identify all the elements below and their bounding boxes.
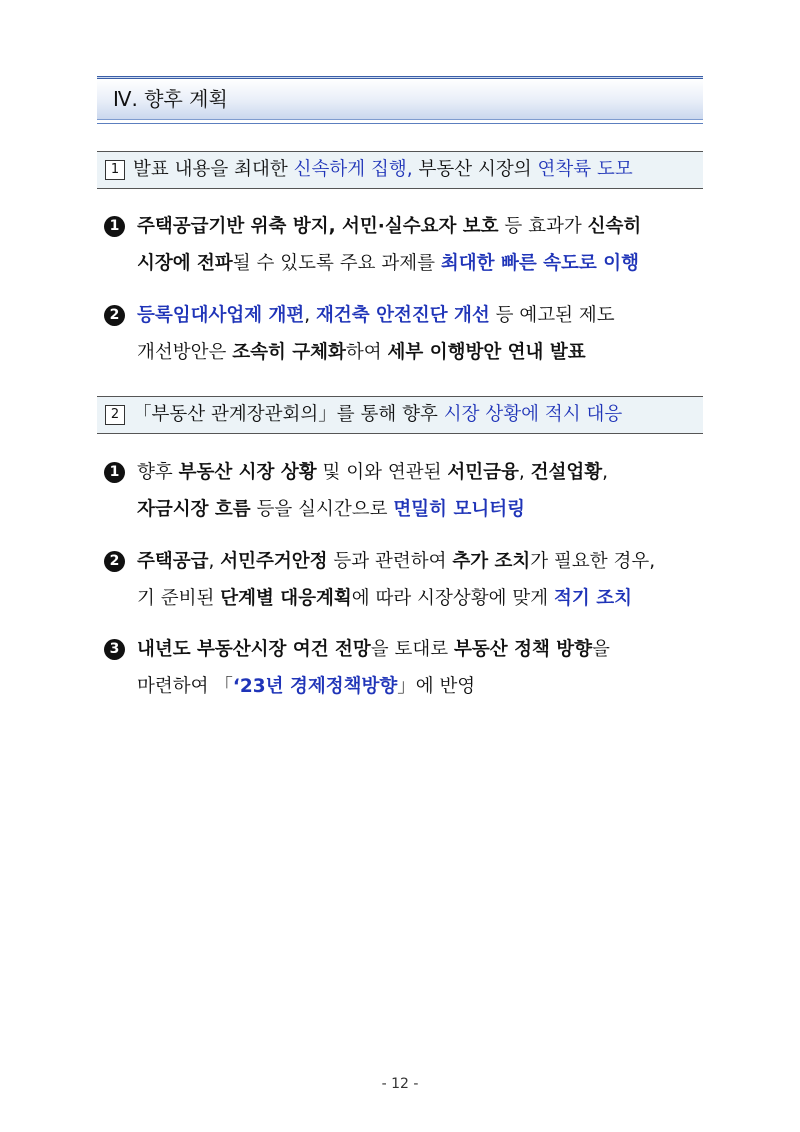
item-text: 하여 xyxy=(345,342,388,363)
item-text: 가 필요한 경우, xyxy=(530,551,656,572)
item-text: 등과 관련하여 xyxy=(327,551,453,572)
item-bold-text: 서민주거안정 xyxy=(220,551,328,572)
item-bold-text: 시장에 전파 xyxy=(137,253,233,274)
item-text: 」에 반영 xyxy=(397,676,476,697)
item-bold-text: 자금시장 흐름 xyxy=(137,499,251,520)
item-bold-text: 신속히 xyxy=(587,216,642,237)
box1-highlight-a: 신속하게 집행, xyxy=(293,159,413,180)
item-bold-text: 건설업황 xyxy=(530,462,603,483)
item-highlight-text: 등록임대사업제 개편 xyxy=(137,305,305,326)
item-text: 마련하여 「 xyxy=(137,676,233,697)
item-text: , xyxy=(518,462,531,483)
item-bold-text: 조속히 구체화 xyxy=(232,342,346,363)
item-bold-text: 추가 조치 xyxy=(452,551,531,572)
list-item xyxy=(104,297,706,371)
box1-text-b: 부동산 시장의 xyxy=(412,159,538,180)
title-underline xyxy=(97,123,703,124)
section-title: Ⅳ. 향후 계획 xyxy=(113,87,228,111)
item-bold-text: 내년도 부동산시장 여건 전망 xyxy=(137,639,371,660)
item-text: 을 토대로 xyxy=(370,639,455,660)
box2-text-a: 「부동산 관계장관회의」를 통해 향후 xyxy=(133,404,444,425)
page-number: - 12 - xyxy=(381,1076,419,1092)
item-text: 에 따라 시장상황에 맞게 xyxy=(351,588,555,609)
item-text: , xyxy=(304,305,317,326)
item-highlight-text: 적기 조치 xyxy=(554,588,632,609)
item-text: 을 xyxy=(592,639,610,660)
list-item xyxy=(104,543,706,617)
bullet-icon: 1 xyxy=(104,216,125,237)
subsection-box-1 xyxy=(97,151,703,189)
bullet-icon: 1 xyxy=(104,462,125,483)
item-highlight-text: 최대한 빠른 속도로 이행 xyxy=(440,253,639,274)
item-text: 등 효과가 xyxy=(498,216,588,237)
item-bold-text: 부동산 정책 방향 xyxy=(454,639,593,660)
item-text: , xyxy=(602,462,608,483)
item-bold-text: 주택공급 xyxy=(137,551,209,572)
item-highlight-text: 면밀히 모니터링 xyxy=(393,499,525,520)
list-item xyxy=(104,208,706,282)
item-bold-text: 단계별 대응계획 xyxy=(220,588,352,609)
box1-text-a: 발표 내용을 최대한 xyxy=(133,159,294,180)
item-text: 될 수 있도록 주요 과제를 xyxy=(232,253,441,274)
item-text: 등을 실시간으로 xyxy=(250,499,394,520)
bullet-icon: 2 xyxy=(104,551,125,572)
item-text: 등 예고된 제도 xyxy=(489,305,615,326)
item-highlight-text: ‘23년 경제정책방향 xyxy=(232,676,398,697)
item-bold-text: 서민금융 xyxy=(447,462,519,483)
bullet-icon: 3 xyxy=(104,639,125,660)
box-number-2: 2 xyxy=(105,405,125,425)
item-highlight-text: 재건축 안전진단 개선 xyxy=(316,305,490,326)
item-bold-text: 세부 이행방안 연내 발표 xyxy=(387,342,586,363)
box1-highlight-b: 연착륙 도모 xyxy=(537,159,633,180)
item-text: 향후 xyxy=(137,462,179,483)
subsection-box-2 xyxy=(97,396,703,434)
item-text: 및 이와 연관된 xyxy=(316,462,448,483)
box2-highlight-a: 시장 상황에 적시 대응 xyxy=(443,404,623,425)
item-text: 기 준비된 xyxy=(137,588,221,609)
item-bold-text: 부동산 시장 상황 xyxy=(178,462,317,483)
section-title-band xyxy=(97,76,703,120)
list-item xyxy=(104,454,706,528)
list-item xyxy=(104,631,706,705)
bullet-icon: 2 xyxy=(104,305,125,326)
item-text: , xyxy=(208,551,221,572)
item-text: 개선방안은 xyxy=(137,342,233,363)
item-bold-text: 주택공급기반 위축 방지, 서민·실수요자 보호 xyxy=(137,216,499,237)
box-number-1: 1 xyxy=(105,160,125,180)
